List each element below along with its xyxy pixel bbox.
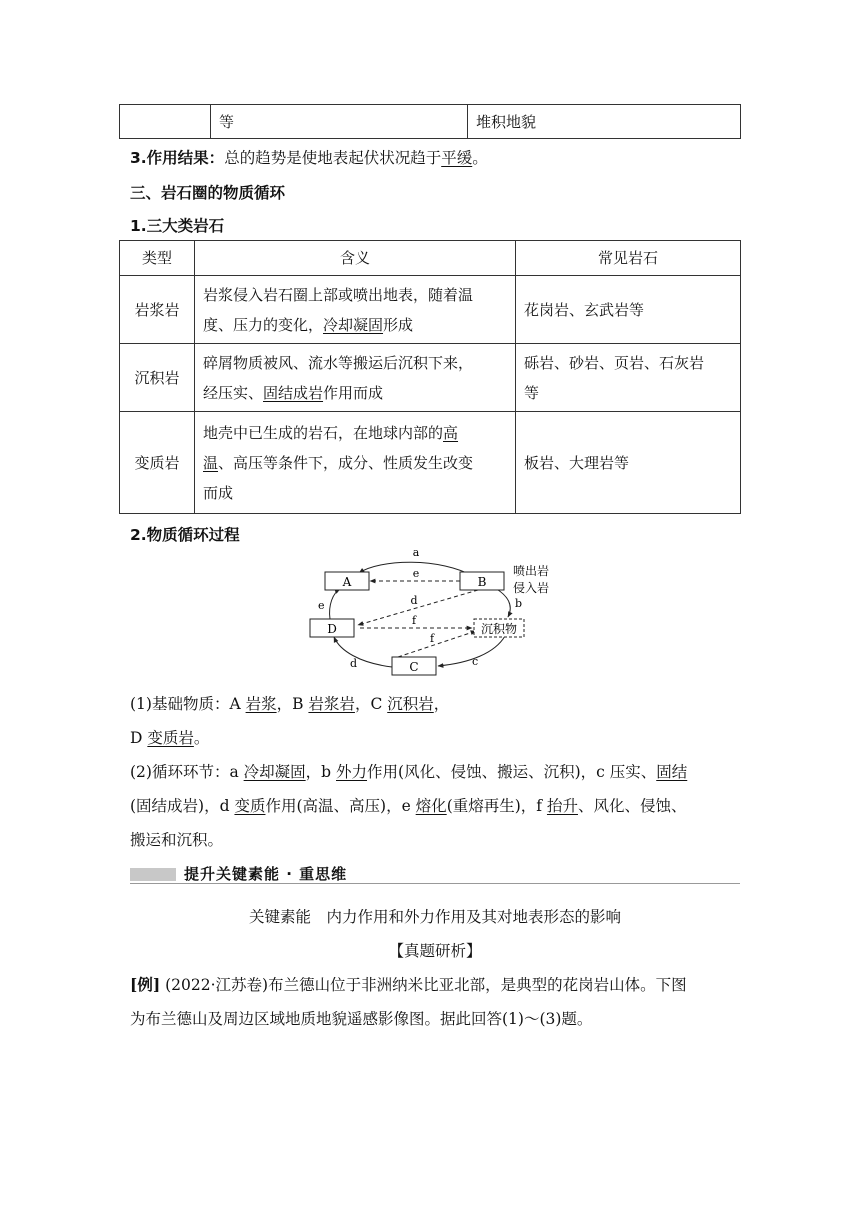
header-type: 类型 [120, 241, 195, 276]
arrow-label-d-inner: d [410, 594, 418, 607]
row-common: 板岩、大理岩等 [516, 412, 741, 514]
cycle-steps-3: 搬运和沉积。 [130, 831, 224, 849]
label-B: B [477, 575, 487, 589]
section-banner: 提升关键素能 · 重思维 [184, 865, 348, 883]
rock-types-table [119, 240, 741, 514]
arrow-f-inner2 [398, 631, 476, 657]
real-title: 【真题研析】 [388, 942, 482, 960]
arrow-label-d-outer: d [350, 657, 358, 670]
top-table-cell-1 [120, 105, 211, 139]
row-meaning: 地壳中已生成的岩石，在地球内部的高 温、高压等条件下，成分、性质发生改变 而成 [195, 412, 516, 514]
arrow-b [495, 588, 510, 617]
label-side2: 侵入岩 [513, 581, 550, 595]
section3-title: 三、岩石圈的物质循环 [130, 184, 286, 202]
header-meaning: 含义 [195, 241, 516, 276]
basic-materials: (1)基础物质：A 岩浆，B 岩浆岩，C 沉积岩， [130, 695, 450, 713]
row-type: 岩浆岩 [120, 276, 195, 344]
arrow-d-inner [358, 590, 478, 625]
top-table-fragment [119, 104, 741, 139]
example-line-2: 为布兰德山及周边区域地质地貌遥感影像图。据此回答(1)～(3)题。 [130, 1010, 593, 1028]
banner-rule [130, 883, 740, 884]
label-C: C [409, 660, 419, 674]
table-row [120, 412, 741, 514]
arrow-e-outer [330, 589, 340, 619]
arrow-label-f2: f [429, 632, 435, 645]
row-meaning: 岩浆侵入岩石圈上部或喷出地表，随着温 度、压力的变化，冷却凝固形成 [195, 276, 516, 344]
sub1-title: 1.三大类岩石 [130, 217, 225, 235]
key-title: 关键素能 内力作用和外力作用及其对地表形态的影响 [248, 908, 621, 926]
sub2-title: 2.物质循环过程 [130, 526, 240, 544]
top-table-cell-2: 等 [211, 105, 468, 139]
label-sediment: 沉积物 [480, 622, 518, 636]
label-side1: 喷出岩 [513, 564, 550, 578]
cycle-steps-1: (2)循环环节：a 冷却凝固，b 外力作用(风化、侵蚀、搬运、沉积)，c 压实、固结 [130, 763, 688, 781]
arrow-label-b: b [515, 597, 523, 610]
arrow-label-a: a [412, 546, 420, 559]
label-A: A [342, 575, 352, 589]
table-row [120, 344, 741, 412]
row-common: 花岗岩、玄武岩等 [516, 276, 741, 344]
item3-result: 3.作用结果：总的趋势是使地表起伏状况趋于平缓。 [130, 149, 488, 167]
row-type: 沉积岩 [120, 344, 195, 412]
basic-materials-2: D 变质岩。 [130, 729, 210, 747]
top-table-cell-3: 堆积地貌 [468, 105, 741, 139]
table-row [120, 276, 741, 344]
arrow-label-c: c [472, 655, 479, 668]
row-meaning: 碎屑物质被风、流水等搬运后沉积下来， 经压实、固结成岩作用而成 [195, 344, 516, 412]
arrow-label-e-outer: e [318, 599, 325, 612]
header-common: 常见岩石 [516, 241, 741, 276]
row-type: 变质岩 [120, 412, 195, 514]
arrow-label-f1: f [411, 614, 417, 627]
rock-cycle-diagram [300, 545, 570, 680]
example-line-1: [例] (2022·江苏卷)布兰德山位于非洲纳米比亚北部，是典型的花岗岩山体。下图 [130, 975, 687, 994]
arrow-label-e-inner: e [412, 567, 420, 580]
arrow-d-outer [334, 637, 392, 667]
label-D: D [327, 622, 337, 636]
cycle-steps-2: (固结成岩)，d 变质作用(高温、高压)，e 熔化(重熔再生)，f 抬升、风化、侵蚀、 [130, 797, 687, 815]
banner-bar [130, 868, 176, 881]
row-common: 砾岩、砂岩、页岩、石灰岩 等 [516, 344, 741, 412]
